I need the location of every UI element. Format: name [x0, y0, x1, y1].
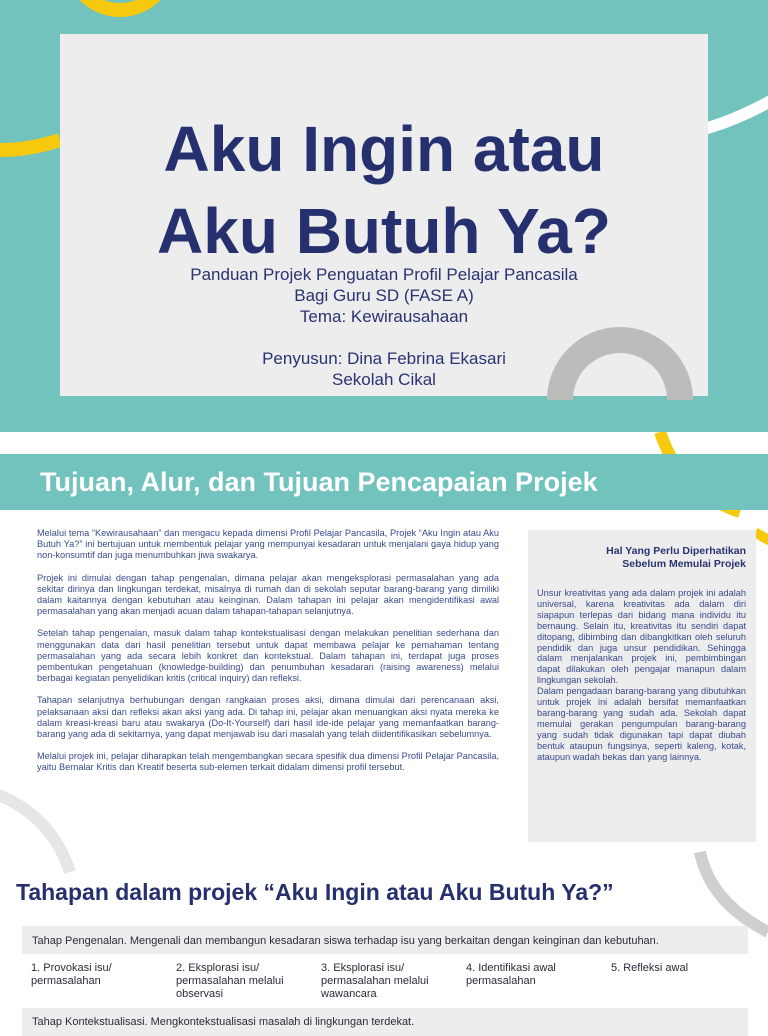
title-line-1: Aku Ingin atau	[163, 113, 605, 185]
gray-arc-left	[0, 792, 70, 872]
notes-paragraph-1: Unsur kreativitas yang ada dalam projek ini adalah universal, karena kreativitas ada dalam diri siapapun terlepas dari bidang mana individu itu bernaung. Selain itu, kreativitas itu sendiri dapat ditopang, dibimbing dan dibangkitkan oleh seluruh pendidik dan juga unsur pendidikan. Sehingga dalam menjalankan projek ini, pembimbingan dapat dilakukan oleh pengajar manapun dalam lingkungan sekolah.	[537, 588, 746, 686]
notes-title-line-1: Hal Yang Perlu Diperhatikan	[606, 545, 746, 557]
intro-paragraph-4: Tahapan selanjutnya berhubungan dengan rangkaian proses aksi, dimana dimulai dari perencanaan aksi, pelaksanaan aksi dan refleksi akan aksi yang ada. Di tahap ini, pelajar akan menuangkan aksi nyata mereka ke dalam kreasi-kreasi baru atau swakarya (Do-It-Yourself) dari hasil ide-ide pelajar yang memanfaatkan barang-barang yang ada di sekitarnya, yang dapat menjawab isu dari masalah yang telah diidentifikasikan sebelumnya.	[37, 695, 499, 740]
intro-paragraph-3: Setelah tahap pengenalan, masuk dalam tahap kontekstualisasi dengan melakukan penelitian sederhana dan menggunakan data dari hasil penelitian tersebut untuk dapat membawa pelajar ke pemahaman tentang permasalahan yang ada secara lebih konkret dan kontekstual. Dalam tahapan ini, terdapat juga proses pembentukan pengetahuan (knowledge-building) dan penumbuhan kesadaran (raising awareness) melalui berbagai kegiatan penyelidikan kritis (critical inquiry) dan refleksi.	[37, 628, 499, 684]
subtitle-line-2: Bagi Guru SD (FASE A)	[294, 286, 474, 305]
author-name: Penyusun: Dina Febrina Ekasari	[262, 349, 506, 368]
step-2: 2. Eksplorasi isu/ permasalahan melalui observasi	[176, 962, 284, 1000]
yellow-arc-edge	[755, 532, 768, 544]
stages-title: Tahapan dalam projek “Aku Ingin atau Aku Butuh Ya?”	[16, 879, 614, 905]
stage-introduction-text: Tahap Pengenalan. Mengenali dan membangun kesadaran siswa terhadap isu yang berkaitan dengan keinginan dan kebutuhan.	[32, 935, 659, 947]
intro-paragraph-1: Melalui tema “Kewirausahaan” dan mengacu kepada dimensi Profil Pelajar Pancasila, Projek “Aku Ingin atau Aku Butuh Ya?” ini bertujuan untuk membentuk pelajar yang mempunyai kesadaran untuk menjalani gaya hidup yang non-konsumtif dan juga menumbuhkan jiwa swakarya.	[37, 528, 499, 561]
intro-paragraph-5: Melalui projek ini, pelajar diharapkan telah mengembangkan secara spesifik dua dimensi Profil Pelajar Pancasila, yaitu Bernalar Kritis dan Kreatif beserta sub-elemen terkait didalam dimensi profil tersebut.	[37, 751, 499, 773]
white-arc-right	[700, 90, 768, 130]
title-line-2: Aku Butuh Ya?	[157, 195, 611, 267]
step-3: 3. Eksplorasi isu/ permasalahan melalui wawancara	[321, 962, 429, 1000]
page-title	[60, 108, 708, 272]
subtitle	[60, 264, 708, 327]
intro-paragraph-2: Projek ini dimulai dengan tahap pengenalan, dimana pelajar akan mengeksplorasi permasalahan yang ada sekitar dirinya dan lingkungan terdekat, misalnya di rumah dan di sekolah seputar barang-barang yang dimiliki dalam kaitannya dengan kebutuhan atau keinginan. Dalam tahapan ini pelajar akan mengidentifikasi awal permasalahan yang akan menjadi acuan dalam tahapan-tahapan selanjutnya.	[37, 572, 499, 617]
notes-title-line-2: Sebelum Memulai Projek	[622, 558, 746, 570]
step-1: 1. Provokasi isu/ permasalahan	[31, 962, 112, 987]
stage-contextualization-text: Tahap Kontekstualisasi. Mengkontekstualisasi masalah di lingkungan terdekat.	[32, 1016, 415, 1028]
yellow-ring-top	[70, 0, 170, 10]
author-block	[60, 348, 708, 390]
notes-box-title	[540, 545, 746, 571]
notes-box-body	[537, 588, 746, 763]
subtitle-line-1: Panduan Projek Penguatan Profil Pelajar Pancasila	[190, 265, 578, 284]
subtitle-line-3: Tema: Kewirausahaan	[299, 307, 469, 326]
school-name: Sekolah Cikal	[332, 370, 436, 389]
notes-paragraph-2: Dalam pengadaan barang-barang yang dibutuhkan untuk projek ini adalah bersifat memanfaatkan barang-barang yang sudah ada. Sekolah dapat memulai gerakan pengumpulan barang-barang yang sudah tidak digunakan tapi dapat diubah bentuk ataupun fungsinya, seperti kaleng, kotak, ataupun wadah bekas dan yang lainnya.	[537, 686, 746, 762]
intro-text	[37, 528, 499, 785]
section-title: Tujuan, Alur, dan Tujuan Pencapaian Projek	[40, 467, 598, 497]
step-5: 5. Refleksi awal	[611, 962, 689, 974]
gray-arc-right	[700, 852, 768, 932]
yellow-arc-left	[0, 140, 60, 150]
step-4: 4. Identifikasi awal permasalahan	[466, 962, 556, 987]
